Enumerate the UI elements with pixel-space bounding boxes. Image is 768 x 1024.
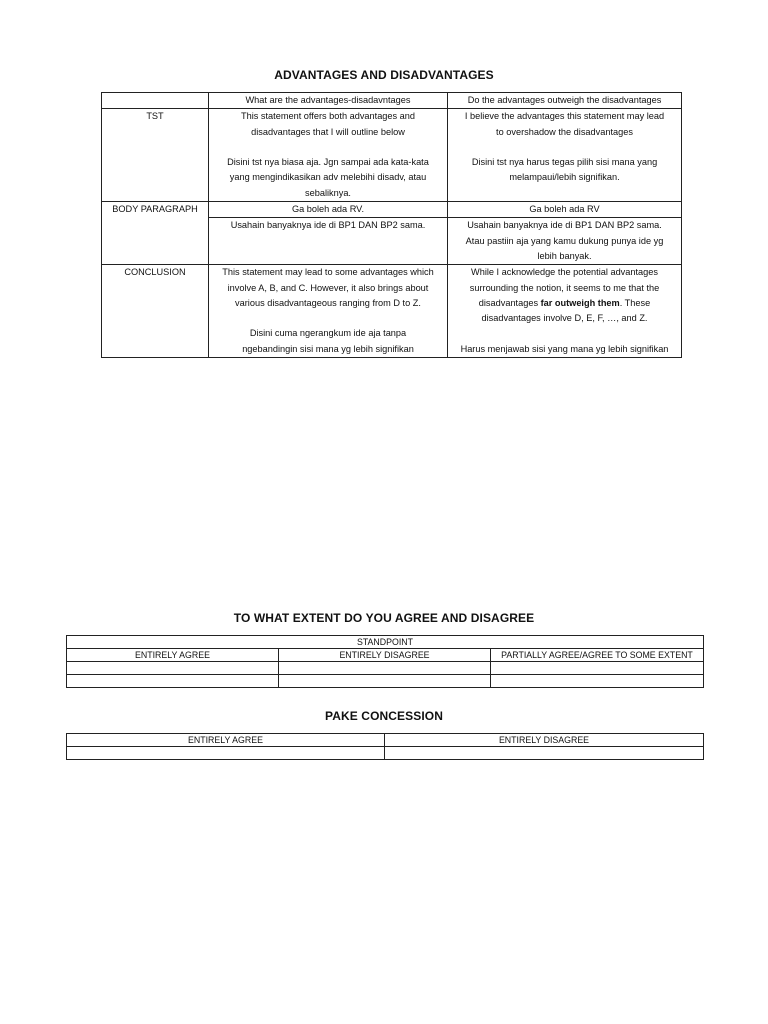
tst-outweigh-note: Disini tst nya harus tegas pilih sisi mana yang melampaui/lebih signifikan. [471,157,658,183]
header-cell-outweigh: Do the advantages outweigh the disadvantages [448,93,682,109]
conclusion-advantages-cell [209,265,448,358]
conclusion-outweigh-emphasis: far outweigh them [540,297,620,308]
column-entirely-agree: ENTIRELY AGREE [67,649,279,662]
body-advantages-ideas-cell [209,218,448,265]
advantages-disadvantages-table [101,92,682,358]
concession-column-entirely-agree: ENTIRELY AGREE [67,734,385,747]
conclusion-outweigh-text [451,265,678,326]
conclusion-outweigh-text-pre: While I acknowledge the potential advantages surrounding the notion, it seems to me that the disadvantages [469,267,660,308]
concession-column-entirely-disagree: ENTIRELY DISAGREE [385,734,704,747]
empty-cell [385,747,704,760]
table-row-body-paragraph [102,202,682,218]
body-outweigh-rule: Ga boleh ada RV [529,204,600,215]
table-row-conclusion [102,265,682,358]
empty-cell [491,675,704,688]
standpoint-columns-row [67,649,704,662]
concession-title: PAKE CONCESSION [325,709,443,723]
empty-cell [67,662,279,675]
body-advantages-ideas: Usahain banyaknya ide di BP1 DAN BP2 sama. [230,220,426,231]
standpoint-row [67,636,704,649]
table-row [67,747,704,760]
body-outweigh-ideas-cell [448,218,682,265]
table-row-tst [102,109,682,202]
header-cell-empty [102,93,209,109]
table-row [67,675,704,688]
empty-cell [491,662,704,675]
empty-cell [279,675,491,688]
conclusion-advantages-note: Disini cuma ngerangkum ide aja tanpa ngebandingin sisi mana yg lebih signifikan [242,328,414,354]
column-partially-agree: PARTIALLY AGREE/AGREE TO SOME EXTENT [491,649,704,662]
body-advantages-rule-cell [209,202,448,218]
tst-advantages-note: Disini tst nya biasa aja. Jgn sampai ada kata-kata yang mengindikasikan adv melebihi disadv, atau sebaliknya. [227,157,429,198]
tst-outweigh-cell [448,109,682,202]
column-entirely-disagree: ENTIRELY DISAGREE [279,649,491,662]
conclusion-advantages-text: This statement may lead to some advantages which involve A, B, and C. However, it also brings about various disadvantageous ranging from D to Z. [222,267,434,308]
body-advantages-rule: Ga boleh ada RV. [291,204,365,215]
agree-disagree-title: TO WHAT EXTENT DO YOU AGREE AND DISAGREE [233,611,535,625]
tst-advantages-text: This statement offers both advantages and disadvantages that I will outline below [241,111,415,137]
conclusion-outweigh-note: Harus menjawab sisi yang mana yg lebih signifikan [460,343,669,354]
empty-cell [67,675,279,688]
tst-outweigh-text: I believe the advantages this statement may lead to overshadow the disadvantages [464,111,665,137]
advantages-disadvantages-title: ADVANTAGES AND DISADVANTAGES [274,68,494,82]
row-label-tst: TST [102,109,209,202]
empty-cell [67,747,385,760]
conclusion-outweigh-cell [448,265,682,358]
header-cell-advantages-disadvantages: What are the advantages-disadavntages [209,93,448,109]
body-outweigh-rule-cell [448,202,682,218]
row-label-body-paragraph: BODY PARAGRAPH [102,202,209,265]
conclusion-outweigh-text-post: . These disadvantages involve D, E, F, …, and Z. [481,297,651,324]
table-row [67,662,704,675]
row-label-conclusion: CONCLUSION [102,265,209,358]
body-outweigh-ideas: Usahain banyaknya ide di BP1 DAN BP2 sama. Atau pastiin aja yang kamu dukung punya ide yg lebih banyak. [465,220,664,261]
table-header-row [102,93,682,109]
standpoint-table [66,635,704,688]
concession-table [66,733,704,760]
empty-cell [279,662,491,675]
concession-columns-row [67,734,704,747]
tst-advantages-cell [209,109,448,202]
standpoint-header: STANDPOINT [67,636,704,649]
